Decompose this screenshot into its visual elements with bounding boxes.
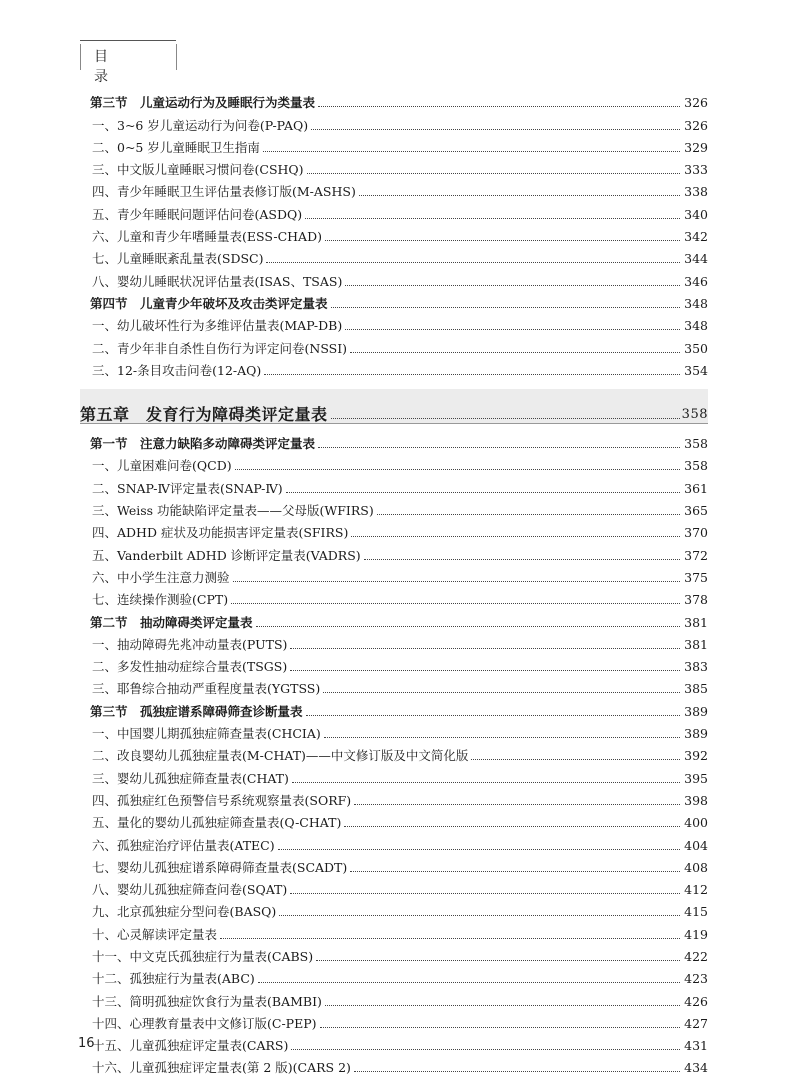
dot-leader [318,446,680,448]
toc-item[interactable] [80,965,708,987]
dot-leader [344,825,680,827]
toc-item[interactable] [80,519,708,541]
dot-leader [323,691,680,693]
header-left-bar [80,44,81,70]
toc-entry-label: 十三、简明孤独症饮食行为量表(BAMBI) [92,993,322,1009]
header-rule [80,40,176,41]
toc-item[interactable] [80,898,708,920]
toc-entry-label: 四、孤独症红色预警信号系统观察量表(SORF) [92,792,352,808]
toc-entry-label: 一、儿童困难问卷(QCD) [92,458,232,474]
toc-entry-label: 第三节 孤独症谱系障碍筛查诊断量表 [90,703,303,719]
toc-item[interactable] [80,631,708,653]
dot-leader [325,1004,680,1006]
toc-item[interactable] [80,267,708,289]
header-right-bar [176,44,177,70]
toc-entry-page: 385 [684,681,708,697]
toc-entry-page: 326 [684,117,708,133]
toc-entry-page: 326 [684,95,708,111]
toc-entry-label: 七、儿童睡眠紊乱量表(SDSC) [92,251,264,267]
toc-entry-page: 426 [684,993,708,1009]
toc-entry-page: 400 [684,815,708,831]
toc-item[interactable] [80,742,708,764]
toc-entry-page: 333 [684,162,708,178]
toc-entry-label: 二、0~5 岁儿童睡眠卫生指南 [92,139,260,155]
toc-item[interactable] [80,1054,708,1076]
toc-item[interactable] [80,334,708,356]
dot-leader [290,647,680,649]
toc-entry-page: 381 [684,636,708,652]
toc-section[interactable] [80,697,708,719]
toc-entry-label: 第一节 注意力缺陷多动障碍类评定量表 [90,436,316,452]
toc-entry-label: 五、青少年睡眠问题评估问卷(ASDQ) [92,206,303,222]
toc-entry-label: 第五章 发育行为障碍类评定量表 [80,404,328,424]
toc-item[interactable] [80,764,708,786]
toc-entry-label: 八、婴幼儿睡眠状况评估量表(ISAS、TSAS) [92,273,343,289]
toc-entry-page: 329 [684,139,708,155]
toc-entry-page: 370 [684,525,708,541]
dot-leader [325,239,680,241]
dot-leader [350,870,680,872]
toc-entry-page: 389 [684,726,708,742]
toc-entry-label: 一、中国婴儿期孤独症筛查量表(CHCIA) [92,726,321,742]
toc-item[interactable] [80,223,708,245]
toc-entry-label: 三、12-条目攻击问卷(12-AQ) [92,362,262,378]
toc-entry-page: 378 [684,592,708,608]
toc-entry-label: 第三节 儿童运动行为及睡眠行为类量表 [90,95,316,111]
toc-item[interactable] [80,675,708,697]
toc-entry-page: 423 [684,971,708,987]
running-header [0,0,800,85]
dot-leader [305,217,680,219]
toc-item[interactable] [80,134,708,156]
dot-leader [350,351,680,353]
toc-entry-page: 389 [684,703,708,719]
dot-leader [471,758,680,760]
toc-item[interactable] [80,586,708,608]
dot-leader [318,105,680,107]
toc-entry-label: 第二节 抽动障碍类评定量表 [90,614,253,630]
toc-chapter[interactable] [80,389,708,424]
toc-entry-page: 338 [684,184,708,200]
toc-entry-page: 350 [684,340,708,356]
toc-entry-label: 七、连续操作测验(CPT) [92,592,229,608]
dot-leader [377,513,680,515]
toc-entry-label: 七、婴幼儿孤独症谱系障碍筛查量表(SCADT) [92,859,348,875]
toc-entry-label: 第四节 儿童青少年破坏及攻击类评定量表 [90,295,328,311]
toc-entry-page: 408 [684,859,708,875]
toc-entry-page: 348 [684,318,708,334]
toc-entry-label: 五、Vanderbilt ADHD 诊断评定量表(VADRS) [92,547,361,563]
toc-entry-label: 三、Weiss 功能缺陷评定量表——父母版(WFIRS) [92,503,374,519]
toc-entry-page: 358 [684,436,708,452]
dot-leader [233,580,680,582]
toc-item[interactable] [80,452,708,474]
toc-item[interactable] [80,854,708,876]
dot-leader [279,914,680,916]
toc-entry-label: 十五、儿童孤独症评定量表(CARS) [92,1038,289,1054]
toc-entry-label: 十一、中文克氏孤独症行为量表(CABS) [92,948,314,964]
toc-entry-page: 412 [684,882,708,898]
toc-item[interactable] [80,541,708,563]
dot-leader [345,284,680,286]
dot-leader [286,491,680,493]
toc-entry-page: 340 [684,206,708,222]
toc-entry-label: 五、量化的婴幼儿孤独症筛查量表(Q-CHAT) [92,815,342,831]
toc-entry-page: 358 [681,406,708,422]
toc-entry-label: 九、北京孤独症分型问卷(BASQ) [92,904,277,920]
dot-leader [354,1070,680,1072]
dot-leader [359,194,680,196]
toc-entry-label: 二、改良婴幼儿孤独症量表(M-CHAT)——中文修订版及中文简化版 [92,748,469,764]
toc-entry-label: 八、婴幼儿孤独症筛查问卷(SQAT) [92,882,288,898]
toc-item[interactable] [80,178,708,200]
toc-entry-page: 348 [684,295,708,311]
toc-item[interactable] [80,920,708,942]
dot-leader [231,602,680,604]
toc-section[interactable] [80,430,708,452]
toc-entry-page: 404 [684,837,708,853]
toc-entry-label: 三、耶鲁综合抽动严重程度量表(YGTSS) [92,681,321,697]
table-of-contents [80,89,708,1076]
toc-entry-page: 392 [684,748,708,764]
dot-leader [278,848,680,850]
toc-entry-page: 431 [684,1038,708,1054]
toc-item[interactable] [80,943,708,965]
toc-entry-label: 二、SNAP-Ⅳ评定量表(SNAP-Ⅳ) [92,480,283,496]
dot-leader [354,803,680,805]
toc-entry-page: 365 [684,503,708,519]
toc-item[interactable] [80,564,708,586]
toc-entry-label: 十二、孤独症行为量表(ABC) [92,971,255,987]
dot-leader [291,1048,680,1050]
dot-leader [331,417,680,419]
toc-item[interactable] [80,809,708,831]
toc-entry-page: 375 [684,569,708,585]
toc-item[interactable] [80,111,708,133]
toc-entry-page: 361 [684,480,708,496]
toc-entry-label: 一、幼儿破坏性行为多维评估量表(MAP-DB) [92,318,343,334]
dot-leader [351,535,680,537]
dot-leader [306,714,680,716]
toc-item[interactable] [80,156,708,178]
toc-entry-label: 二、青少年非自杀性自伤行为评定问卷(NSSI) [92,340,348,356]
toc-entry-label: 四、青少年睡眠卫生评估量表修订版(M-ASHS) [92,184,356,200]
toc-item[interactable] [80,876,708,898]
dot-leader [331,306,680,308]
toc-entry-page: 395 [684,770,708,786]
dot-leader [307,172,680,174]
dot-leader [220,937,680,939]
dot-leader [290,892,680,894]
toc-entry-label: 三、婴幼儿孤独症筛查量表(CHAT) [92,770,289,786]
toc-entry-page: 398 [684,792,708,808]
dot-leader [258,981,680,983]
toc-item[interactable] [80,720,708,742]
toc-entry-label: 六、孤独症治疗评估量表(ATEC) [92,837,275,853]
dot-leader [263,150,680,152]
header-title: 目 录 [94,49,122,85]
toc-section[interactable] [80,290,708,312]
toc-item[interactable] [80,987,708,1009]
toc-item[interactable] [80,497,708,519]
toc-entry-label: 十四、心理教育量表中文修订版(C-PEP) [92,1015,317,1031]
toc-item[interactable] [80,357,708,379]
toc-item[interactable] [80,200,708,222]
toc-entry-label: 一、抽动障碍先兆冲动量表(PUTS) [92,636,288,652]
toc-entry-page: 354 [684,362,708,378]
dot-leader [364,558,680,560]
dot-leader [292,781,680,783]
toc-entry-page: 358 [684,458,708,474]
toc-entry-page: 383 [684,659,708,675]
toc-entry-page: 419 [684,926,708,942]
dot-leader [266,261,680,263]
toc-item[interactable] [80,1032,708,1054]
toc-item[interactable] [80,653,708,675]
toc-entry-label: 三、中文版儿童睡眠习惯问卷(CSHQ) [92,162,304,178]
toc-entry-label: 四、ADHD 症状及功能损害评定量表(SFIRS) [92,525,349,541]
toc-entry-page: 422 [684,948,708,964]
dot-leader [264,373,680,375]
toc-entry-page: 415 [684,904,708,920]
dot-leader [290,669,680,671]
toc-entry-page: 381 [684,614,708,630]
toc-entry-label: 十六、儿童孤独症评定量表(第 2 版)(CARS 2) [92,1060,351,1076]
toc-entry-label: 六、中小学生注意力测验 [92,569,230,585]
toc-entry-page: 346 [684,273,708,289]
toc-entry-page: 434 [684,1060,708,1076]
toc-item[interactable] [80,831,708,853]
toc-entry-page: 372 [684,547,708,563]
dot-leader [235,468,680,470]
toc-entry-page: 427 [684,1015,708,1031]
toc-item[interactable] [80,474,708,496]
dot-leader [320,1026,681,1028]
toc-entry-page: 344 [684,251,708,267]
dot-leader [324,736,680,738]
toc-entry-page: 342 [684,229,708,245]
toc-item[interactable] [80,245,708,267]
toc-entry-label: 六、儿童和青少年嗜睡量表(ESS-CHAD) [92,229,322,245]
dot-leader [311,128,680,130]
toc-section[interactable] [80,608,708,630]
toc-entry-label: 一、3~6 岁儿童运动行为问卷(P-PAQ) [92,117,309,133]
toc-item[interactable] [80,312,708,334]
page-number: 16 [78,1036,95,1051]
toc-item[interactable] [80,1010,708,1032]
dot-leader [316,959,680,961]
toc-section[interactable] [80,89,708,111]
toc-item[interactable] [80,787,708,809]
dot-leader [256,625,680,627]
toc-entry-label: 二、多发性抽动症综合量表(TSGS) [92,659,288,675]
toc-entry-label: 十、心灵解读评定量表 [92,926,218,942]
dot-leader [345,328,680,330]
